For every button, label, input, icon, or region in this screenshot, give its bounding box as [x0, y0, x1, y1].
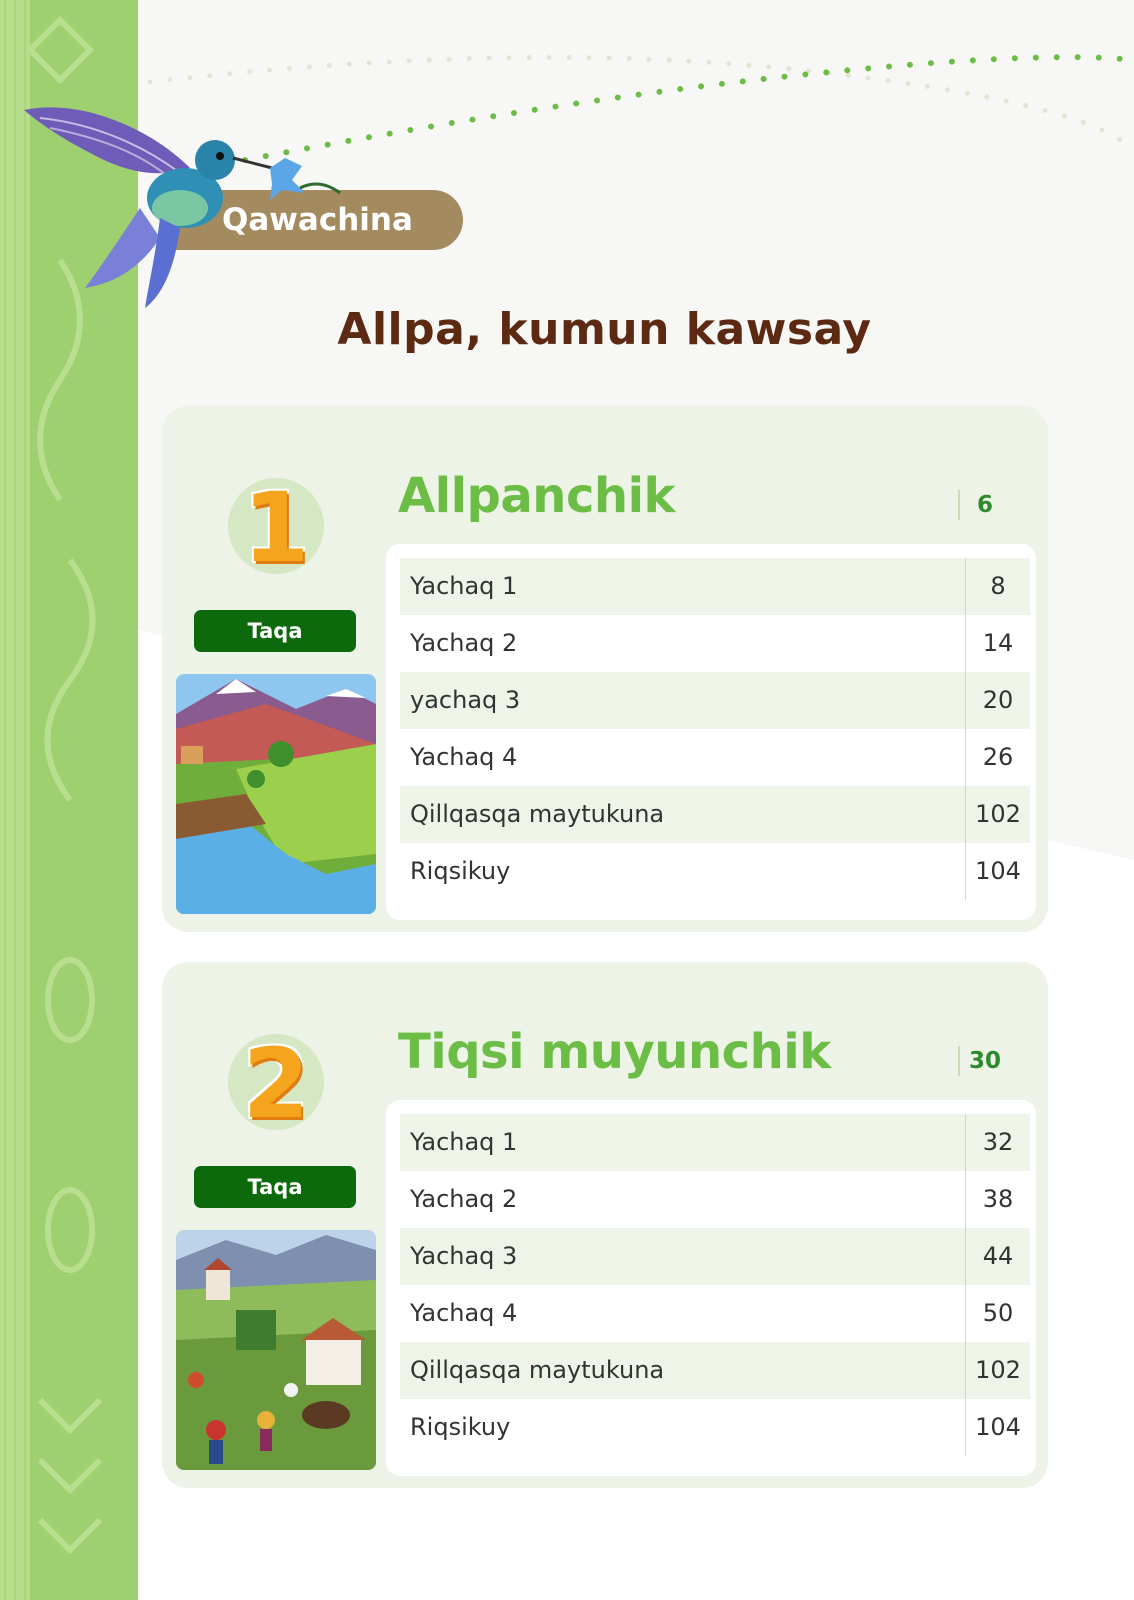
lesson-page: 26: [965, 729, 1030, 786]
lesson-name: Yachaq 2: [410, 629, 518, 657]
lesson-row[interactable]: [400, 1114, 1030, 1171]
lesson-page: 20: [965, 672, 1030, 729]
page-title: Allpa, kumun kawsay: [337, 304, 872, 355]
unit-card: [162, 406, 1048, 932]
unit-title: Allpanchik: [398, 468, 675, 524]
lesson-name: Yachaq 3: [410, 1242, 518, 1270]
lesson-name: Qillqasqa maytukuna: [410, 1356, 665, 1384]
unit-badge: Taqa: [194, 610, 356, 652]
unit-card: [162, 962, 1048, 1488]
lesson-row[interactable]: [400, 1171, 1030, 1228]
lesson-row[interactable]: [400, 1399, 1030, 1456]
lesson-page: 102: [965, 786, 1030, 843]
landscape-illustration: [176, 674, 376, 914]
lesson-name: Yachaq 4: [410, 743, 518, 771]
lesson-page: 104: [965, 1399, 1030, 1456]
lesson-page: 102: [965, 1342, 1030, 1399]
lesson-row[interactable]: [400, 1285, 1030, 1342]
lesson-row[interactable]: [400, 558, 1030, 615]
lesson-name: Riqsikuy: [410, 1413, 511, 1441]
unit-title-page: 6: [958, 490, 1010, 520]
section-tab-label: Qawachina: [222, 202, 413, 238]
lesson-row[interactable]: [400, 615, 1030, 672]
lesson-page: 104: [965, 843, 1030, 900]
lesson-row[interactable]: [400, 843, 1030, 900]
unit-number: 2: [242, 1028, 310, 1140]
unit-title: Tiqsi muyunchik: [398, 1024, 831, 1080]
lesson-name: yachaq 3: [410, 686, 521, 714]
lesson-page: 38: [965, 1171, 1030, 1228]
lesson-name: Riqsikuy: [410, 857, 511, 885]
lesson-page: 8: [965, 558, 1030, 615]
lesson-page: 50: [965, 1285, 1030, 1342]
lesson-row[interactable]: [400, 1228, 1030, 1285]
unit-title-page: 30: [958, 1046, 1010, 1076]
lesson-row[interactable]: [400, 672, 1030, 729]
unit-number: 1: [242, 472, 310, 584]
hummingbird-icon: [20, 98, 350, 313]
lesson-name: Yachaq 1: [410, 572, 518, 600]
unit-badge: Taqa: [194, 1166, 356, 1208]
lesson-name: Yachaq 4: [410, 1299, 518, 1327]
lesson-page: 14: [965, 615, 1030, 672]
unit-number-circle: [228, 1028, 324, 1140]
unit-number-circle: [228, 472, 324, 584]
lesson-row[interactable]: [400, 1342, 1030, 1399]
lessons-list: [386, 1100, 1036, 1476]
lesson-row[interactable]: [400, 729, 1030, 786]
lesson-name: Yachaq 2: [410, 1185, 518, 1213]
lesson-row[interactable]: [400, 786, 1030, 843]
lesson-name: Qillqasqa maytukuna: [410, 800, 665, 828]
lesson-name: Yachaq 1: [410, 1128, 518, 1156]
lessons-list: [386, 544, 1036, 920]
lesson-page: 32: [965, 1114, 1030, 1171]
village-illustration: [176, 1230, 376, 1470]
lesson-page: 44: [965, 1228, 1030, 1285]
